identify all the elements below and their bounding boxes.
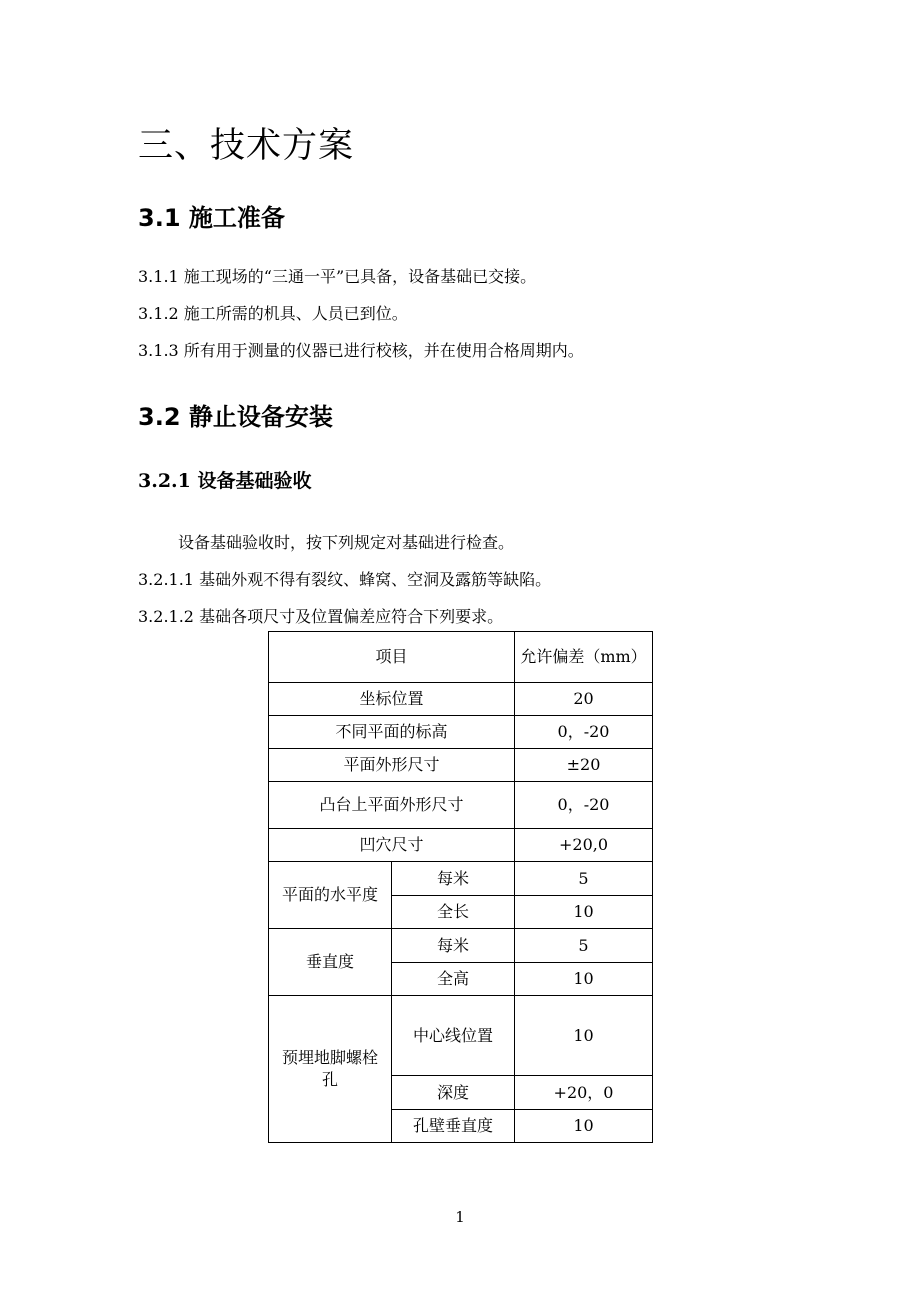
row-value: 10 (515, 896, 653, 929)
header-tolerance: 允许偏差（mm） (515, 632, 653, 683)
chapter-heading: 三、技术方案 (138, 126, 355, 166)
row-subitem: 每米 (392, 862, 515, 896)
row-value: ±20 (515, 749, 653, 782)
paragraph-3-1-2: 3.1.2 施工所需的机具、人员已到位。 (138, 304, 408, 323)
row-value: 0，-20 (515, 716, 653, 749)
paragraph-3-2-1-1: 3.2.1.1 基础外观不得有裂纹、蜂窝、空洞及露筋等缺陷。 (138, 570, 552, 589)
row-item: 预埋地脚螺栓孔 (269, 996, 392, 1143)
row-value: 10 (515, 1110, 653, 1143)
row-item: 凹穴尺寸 (269, 829, 515, 862)
paragraph-3-2-1-2: 3.2.1.2 基础各项尺寸及位置偏差应符合下列要求。 (138, 607, 504, 626)
row-item: 平面的水平度 (269, 862, 392, 929)
paragraph-3-1-1: 3.1.1 施工现场的“三通一平”已具备，设备基础已交接。 (138, 267, 537, 286)
paragraph-3-1-3: 3.1.3 所有用于测量的仪器已进行校核，并在使用合格周期内。 (138, 341, 584, 360)
row-value: +20,0 (515, 829, 653, 862)
tolerance-table (268, 631, 653, 1143)
row-item: 平面外形尺寸 (269, 749, 515, 782)
row-subitem: 每米 (392, 929, 515, 963)
row-subitem: 全长 (392, 896, 515, 929)
row-value: 5 (515, 862, 653, 896)
row-value: 5 (515, 929, 653, 963)
page-number: 1 (455, 1208, 465, 1226)
subsection-3-2-1-title: 3.2.1 设备基础验收 (138, 470, 312, 492)
table-row (269, 683, 653, 716)
row-subitem: 孔壁垂直度 (392, 1110, 515, 1143)
row-subitem: 全高 (392, 963, 515, 996)
row-item: 坐标位置 (269, 683, 515, 716)
table-header-row (269, 632, 653, 683)
header-item: 项目 (269, 632, 515, 683)
row-value: 10 (515, 963, 653, 996)
row-item: 凸台上平面外形尺寸 (269, 782, 515, 829)
table-row (269, 749, 653, 782)
row-value: 0，-20 (515, 782, 653, 829)
row-item: 垂直度 (269, 929, 392, 996)
row-value: +20，0 (515, 1076, 653, 1110)
row-value: 20 (515, 683, 653, 716)
table-row (269, 782, 653, 829)
section-3-1-title: 3.1 施工准备 (138, 204, 285, 232)
table-row (269, 929, 653, 963)
row-item: 不同平面的标高 (269, 716, 515, 749)
table-row (269, 829, 653, 862)
section-3-2-title: 3.2 静止设备安装 (138, 403, 333, 431)
paragraph-intro: 设备基础验收时，按下列规定对基础进行检查。 (178, 533, 515, 552)
table-row (269, 996, 653, 1076)
row-subitem: 深度 (392, 1076, 515, 1110)
row-subitem: 中心线位置 (392, 996, 515, 1076)
row-value: 10 (515, 996, 653, 1076)
table-row (269, 862, 653, 896)
table-row (269, 716, 653, 749)
